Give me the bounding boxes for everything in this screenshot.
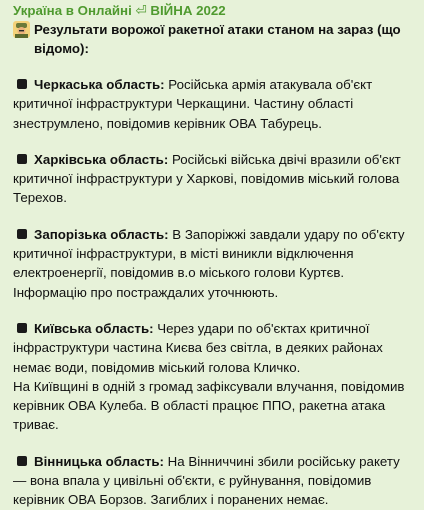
region-name: Київська область: <box>34 320 154 336</box>
item-text: В Запоріжжі завдали удару по об'єкту критичної інфраструктури, в місті виникли відключення електроенергії, повідомив в.о міського голови Куртєв. <box>13 226 405 281</box>
message-heading <box>13 20 414 58</box>
item-extra-text: Інформацію про постраждалих уточнюють. <box>13 284 279 300</box>
black-square-icon <box>17 79 27 89</box>
channel-name-link[interactable] <box>13 2 414 19</box>
black-square-icon <box>17 154 27 164</box>
list-item <box>13 225 414 302</box>
list-item <box>13 75 414 133</box>
channel-tag[interactable]: ВІЙНА 2022 <box>150 3 226 18</box>
heading-text: Результати ворожої ракетної атаки станом на зараз (що відомо): <box>34 22 401 56</box>
region-name: Вінницька область: <box>34 453 164 469</box>
region-name: Запорізька область: <box>34 226 169 242</box>
list-item <box>13 319 414 435</box>
forward-icon: ⏎ <box>135 3 147 18</box>
rocket-soldier-emoji-icon <box>13 21 30 38</box>
item-text: На Вінниччині збили російську ракету — вона впала у цивільні об'єкти, є руйнування, повідомив керівник ОВА Борзов. Загиблих і поранених немає. <box>13 453 400 508</box>
list-item <box>13 452 414 510</box>
channel-name[interactable]: Україна в Онлайні <box>13 3 132 18</box>
black-square-icon <box>17 229 27 239</box>
item-text: Через удари по об'єктах критичної інфраструктури частина Києва без світла, в деяких районах немає води, повідомив міський голова Кличко. <box>13 320 383 375</box>
black-square-icon <box>17 323 27 333</box>
item-extra-text: На Київщині в одній з громад зафіксували влучання, повідомив керівник ОВА Кулеба. В області працює ППО, ракетна атака триває. <box>13 378 405 433</box>
region-name: Черкаська область: <box>34 77 165 92</box>
black-square-icon <box>17 456 27 466</box>
item-text: Російські війська двічі вразили об'єкт критичної інфраструктури у Харкові, повідомив міський голова Терехов. <box>13 151 401 206</box>
item-text: Російська армія атакувала об'єкт критичної інфраструктури Черкащини. Частину області знеструмлено, повідомив керівник ОВА Табурець. <box>13 77 373 131</box>
region-name: Харківська область: <box>34 151 169 167</box>
list-item <box>13 150 414 208</box>
